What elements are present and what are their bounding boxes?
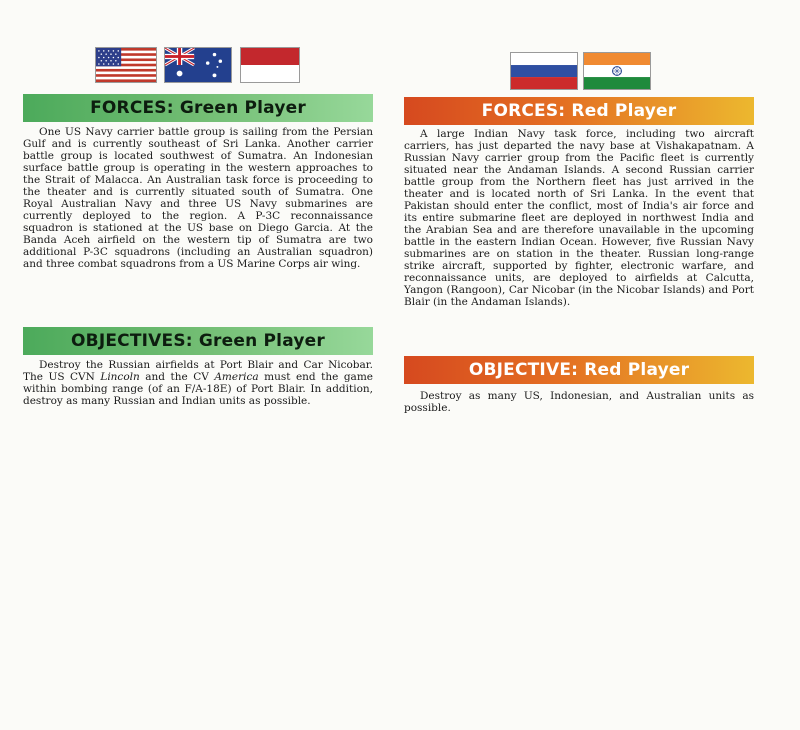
red-forces-heading	[404, 97, 754, 125]
green-forces-text: One US Navy carrier battle group is sailing from the Persian Gulf and is currently southeast of Sri Lanka. Another carrier battle group is located southwest of Sumatra. An Indonesian surface battle group is operating in the western approaches to the Strait of Malacca. An Australian task force is proceeding to the theater and is currently situated south of Sumatra. One Royal Australian Navy and three US Navy submarines are currently deployed to the region. A P-3C reconnaissance squadron is stationed at the US base on Diego Garcia. At the Banda Aceh airfield on the western tip of Sumatra are two additional P-3C squadrons (including an Australian squadron) and three combat squadrons from a US Marine Corps air wing.	[23, 126, 373, 270]
objectives-text-part-2: and the CV	[139, 371, 215, 383]
australia-flag-icon	[164, 47, 232, 83]
green-objectives-heading	[23, 327, 373, 355]
india-flag-icon	[583, 52, 651, 90]
indonesia-flag-icon	[240, 47, 300, 83]
green-objectives-title: OBJECTIVES: Green Player	[71, 331, 325, 351]
objectives-text-part-3: must end the game within bombing range (of an F/A-18E) of Port Blair. In addition, destroy as many Russian and Indian units as possible.	[23, 371, 373, 407]
usa-flag-icon	[95, 47, 157, 83]
red-forces-text: A large Indian Navy task force, including two aircraft carriers, has just departed the navy base at Vishakapatnam. A Russian Navy carrier group from the Pacific fleet is currently situated near the Andaman Islands. A second Russian carrier battle group from the Northern fleet has just arrived in the theater and is located north of Sri Lanka. In the event that Pakistan should enter the conflict, most of India's air force and its entire submarine fleet are deployed in northwest India and the Arabian Sea and are therefore unavailable in the upcoming battle in the eastern Indian Ocean. However, five Russian Navy submarines are on station in the theater. Russian long-range strike aircraft, supported by fighter, electronic warfare, and reconnaissance units, are deployed to airfields at Calcutta, Yangon (Rangoon), Car Nicobar (in the Nicobar Islands) and Port Blair (in the Andaman Islands).	[404, 128, 754, 308]
russia-flag-icon	[510, 52, 578, 90]
objectives-text-part-1: Destroy the Russian airfields at Port Blair and Car Nicobar. The US CVN	[23, 359, 373, 383]
red-objective-title: OBJECTIVE: Red Player	[468, 360, 690, 380]
green-objectives-text	[23, 359, 373, 407]
ship-name-lincoln: Lincoln	[100, 371, 140, 383]
green-forces-title: FORCES: Green Player	[90, 98, 306, 118]
red-forces-title: FORCES: Red Player	[481, 101, 677, 121]
ship-name-america: America	[214, 371, 259, 383]
red-objective-heading	[404, 356, 754, 384]
green-forces-heading	[23, 94, 373, 122]
red-objective-text: Destroy as many US, Indonesian, and Australian units as possible.	[404, 390, 754, 414]
